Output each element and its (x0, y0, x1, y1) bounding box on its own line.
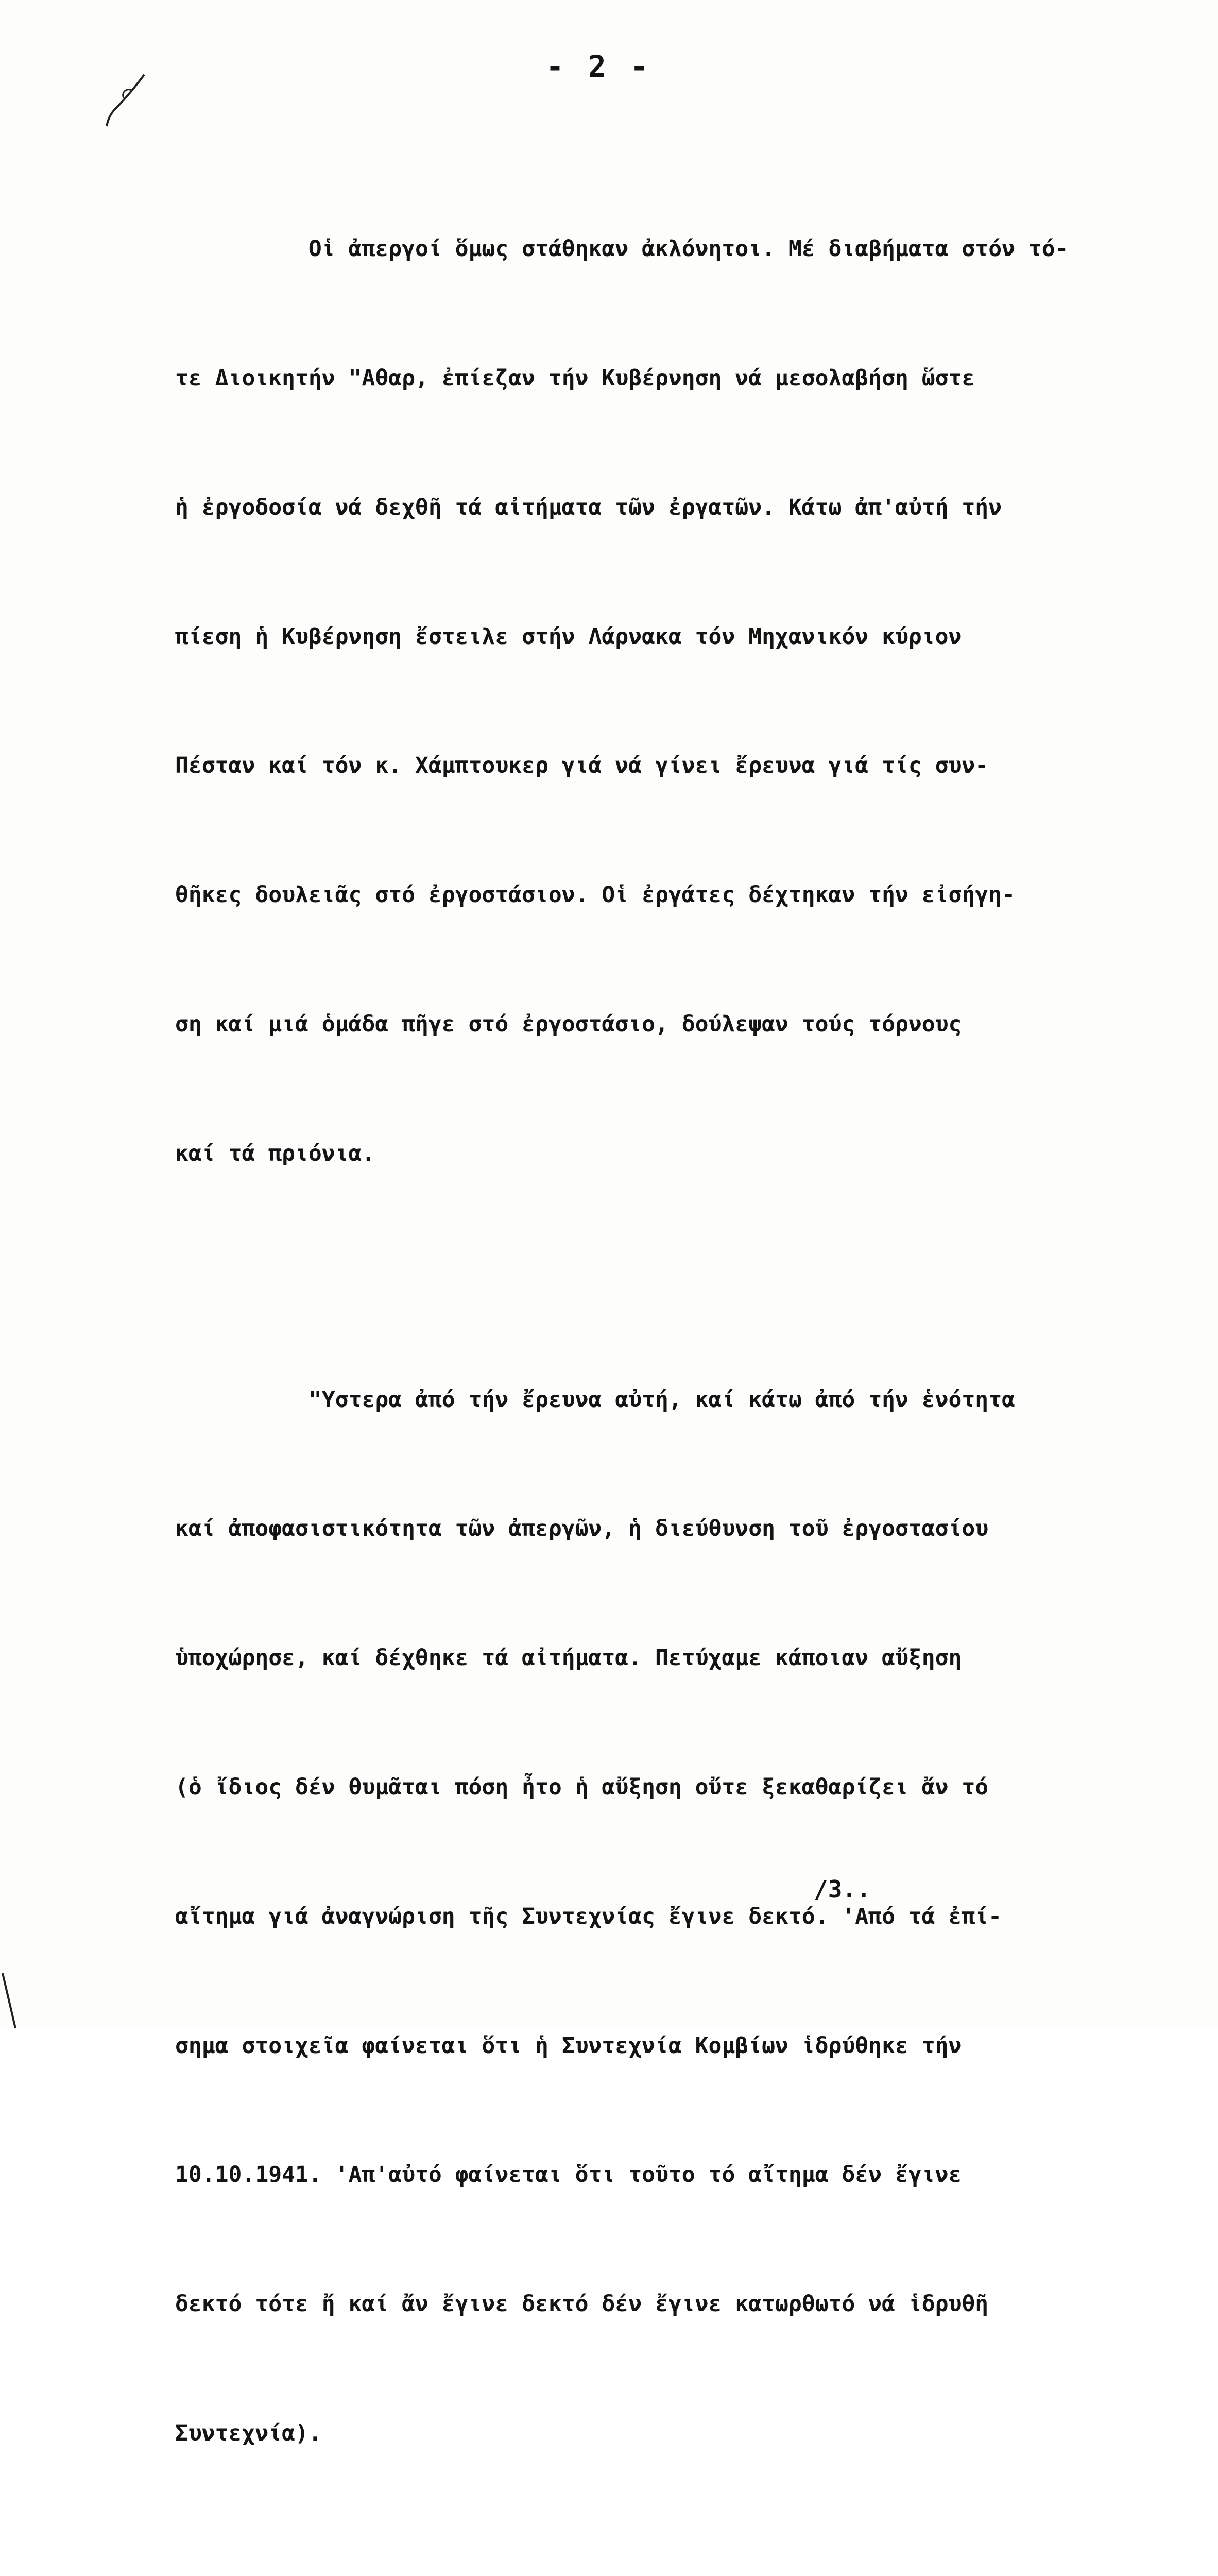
text-line: Πέσταν καί τόν κ. Χάμπτουκερ γιά νά γίνει ἔρευνα γιά τίς συν- (175, 753, 989, 779)
page-number: - 2 - (546, 49, 651, 84)
text-line: "Υστερα ἀπό τήν ἔρευνα αὐτή, καί κάτω ἀπό τήν ἑνότητα (175, 1386, 1015, 1413)
paragraph (175, 142, 1195, 1261)
text-line: ση καί μιά ὁμάδα πῆγε στό ἐργοστάσιο, δούλεψαν τούς τόρνους (175, 1011, 962, 1037)
handwritten-mark (95, 70, 157, 131)
text-line: καί ἀποφασιστικότητα τῶν ἀπεργῶν, ἡ διεύθυνση τοῦ ἐργοστασίου (175, 1516, 989, 1542)
scan-edge-mark (0, 1973, 31, 2028)
text-line: καί τά πριόνια. (175, 1140, 375, 1166)
text-line: Συντεχνία). (175, 2420, 322, 2446)
text-line: δεκτό τότε ἤ καί ἄν ἔγινε δεκτό δέν ἔγινε κατωρθωτό νά ἱδρυθῆ (175, 2291, 989, 2317)
text-line: σημα στοιχεῖα φαίνεται ὅτι ἡ Συντεχνία Κομβίων ἱδρύθηκε τήν (175, 2032, 962, 2059)
text-line: πίεση ἡ Κυβέρνηση ἔστειλε στήν Λάρνακα τόν Μηχανικόν κύριον (175, 623, 962, 650)
text-line: αἴτημα γιά ἀναγνώριση τῆς Συντεχνίας ἔγινε δεκτό. 'Από τά ἐπί- (175, 1903, 1002, 1929)
text-line: 10.10.1941. 'Απ'αὐτό φαίνεται ὅτι τοῦτο τό αἴτημα δέν ἔγινε (175, 2162, 962, 2188)
paragraph-gap (175, 1261, 1195, 1292)
text-line: θῆκες δουλειᾶς στό ἐργοστάσιον. Οἱ ἐργάτες δέχτηκαν τήν εἰσήγη- (175, 882, 1015, 908)
text-line: (ὁ ἴδιος δέν θυμᾶται πόση ἦτο ἡ αὔξηση οὔτε ξεκαθαρίζει ἄν τό (175, 1774, 989, 1800)
text-line: Οἱ ἀπεργοί ὅμως στάθηκαν ἀκλόνητοι. Μέ διαβήματα στόν τό- (175, 236, 1069, 262)
text-line: ἡ ἐργοδοσία νά δεχθῆ τά αἰτήματα τῶν ἐργατῶν. Κάτω ἀπ'αὐτή τήν (175, 494, 1002, 520)
paragraph (175, 1292, 1195, 2541)
paragraph (175, 2572, 1195, 2576)
body-text (175, 142, 1195, 2576)
text-line: τε Διοικητήν "Αθαρ, ἐπίεζαν τήν Κυβέρνηση νά μεσολαβήση ὥστε (175, 365, 975, 391)
paragraph-gap (175, 2541, 1195, 2572)
continuation-mark: /3.. (814, 1875, 871, 1903)
text-line: ὑποχώρησε, καί δέχθηκε τά αἰτήματα. Πετύχαμε κάποιαν αὔξηση (175, 1645, 962, 1671)
